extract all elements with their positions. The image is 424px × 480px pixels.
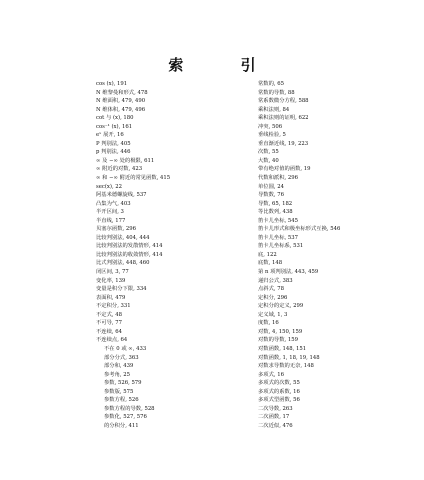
index-entry: 不在 0 或 ∞, 433 bbox=[104, 345, 147, 352]
index-entry: N 维体积, 479, 496 bbox=[96, 106, 146, 113]
index-entry: 代数和派积, 296 bbox=[258, 175, 298, 182]
index-entry: 笛卡儿坐标系, 531 bbox=[258, 243, 304, 250]
index-entry: 不连续, 64 bbox=[96, 328, 122, 335]
index-entry: 乘积法则, 84 bbox=[258, 106, 290, 113]
index-entry: 不定积分, 331 bbox=[96, 303, 131, 310]
index-entry: 第 n 项判别法, 443, 459 bbox=[258, 269, 319, 276]
index-entry: 多项式的次数, 55 bbox=[258, 380, 300, 387]
index-entry: P 判别法, 405 bbox=[96, 140, 131, 147]
index-entry: 递归公式, 383 bbox=[258, 277, 293, 284]
index-entry: 的分积分, 411 bbox=[104, 422, 139, 429]
index-entry: 笛卡儿坐标, 545 bbox=[258, 217, 298, 224]
index-entry: p 判别法, 446 bbox=[96, 149, 131, 156]
index-entry: 参数化, 527, 576 bbox=[104, 414, 147, 421]
index-entry: cos (x), 191 bbox=[96, 81, 128, 87]
index-entry: 底数, 148 bbox=[258, 260, 283, 267]
index-entry: 对数求导数的无奈, 148 bbox=[258, 363, 314, 370]
index-entry: 带有绝对值的函数, 19 bbox=[258, 166, 311, 173]
index-entry: 次数, 55 bbox=[258, 149, 279, 156]
index-entry: 多项式, 16 bbox=[258, 371, 284, 378]
index-entry: 笛卡儿坐标, 537 bbox=[258, 234, 298, 241]
index-entry: 点斜式, 78 bbox=[258, 286, 284, 293]
index-entry: 度数, 16 bbox=[258, 320, 279, 327]
index-entry: 比式判别法, 448, 460 bbox=[96, 260, 150, 267]
index-entry: 比较判别法的收敛情形, 414 bbox=[96, 251, 163, 258]
index-entry: N 维面积, 479, 490 bbox=[96, 98, 146, 105]
index-entry: cos⁻¹ (x), 161 bbox=[96, 123, 133, 130]
index-entry: 定积分, 296 bbox=[258, 294, 288, 301]
index-entry: 常系数微分方程, 588 bbox=[258, 98, 309, 105]
index-entry: 半开区间, 3 bbox=[96, 209, 124, 216]
index-entry: 表面积, 479 bbox=[96, 294, 126, 301]
index-entry: ∞ 和 −∞ 附近的常见函数, 415 bbox=[96, 175, 171, 182]
index-entry: 参数方程, 526 bbox=[104, 397, 139, 404]
index-entry: 变化率, 139 bbox=[96, 277, 126, 284]
index-entry: 不连续点, 64 bbox=[96, 337, 128, 344]
index-entry: 乘积法则的证明, 622 bbox=[258, 115, 309, 122]
index-entry: 参数, 526, 579 bbox=[104, 380, 142, 387]
index-entry: 二次函数, 17 bbox=[258, 414, 290, 421]
index-entry: 对数的导数, 159 bbox=[258, 337, 298, 344]
index-entry: 阿基米德螺旋线, 537 bbox=[96, 192, 147, 199]
index-entry: eˣ 展开, 16 bbox=[96, 132, 124, 139]
index-entry: 不定式, 48 bbox=[96, 311, 122, 318]
index-entry: 垂线检验, 5 bbox=[258, 132, 286, 139]
index-entry: 导数数, 76 bbox=[258, 192, 284, 199]
index-entry: 比较判别法的发散情形, 414 bbox=[96, 243, 163, 250]
page-title: 索 引 bbox=[168, 56, 282, 74]
index-entry: 二次近似, 476 bbox=[258, 422, 293, 429]
index-entry: 笛卡儿形式和极坐标形式互换, 546 bbox=[258, 226, 341, 233]
index-entry: 常数的, 65 bbox=[258, 81, 284, 87]
index-entry: 部分和, 439 bbox=[104, 363, 134, 370]
index-entry: 冲突, 506 bbox=[258, 123, 283, 130]
index-entry: 参考角, 25 bbox=[104, 371, 130, 378]
index-entry: 二次导数, 263 bbox=[258, 405, 293, 412]
index-column-right bbox=[258, 80, 388, 430]
index-entry: 变量是积分下限, 334 bbox=[96, 286, 147, 293]
index-entry: cot 与 (x), 180 bbox=[96, 115, 134, 122]
index-entry: 定义域, 1, 3 bbox=[258, 311, 288, 318]
index-entry: 不可导, 77 bbox=[96, 320, 122, 327]
index-entry: 底, 122 bbox=[258, 251, 277, 258]
index-entry: 比较判别法, 404, 444 bbox=[96, 234, 150, 241]
index-entry: 等比数列, 438 bbox=[258, 209, 293, 216]
index-entry: 参数版, 575 bbox=[104, 388, 134, 395]
index-entry: 单位圆, 24 bbox=[258, 183, 284, 190]
index-column-left bbox=[96, 80, 226, 430]
index-entry: 对数, 4, 150, 159 bbox=[258, 328, 303, 335]
index-entry: 半直线, 177 bbox=[96, 217, 126, 224]
index-entry: N 维黎曼和形式, 478 bbox=[96, 89, 148, 96]
index-entry: sec(x), 22 bbox=[96, 183, 123, 190]
index-entry: 垂直渐近线, 19, 223 bbox=[258, 140, 309, 147]
index-entry: 对数函数, 148, 151 bbox=[258, 345, 307, 352]
index-entry: ∞ 附近的对数, 423 bbox=[96, 166, 143, 173]
index-entry: 常数的导数, 88 bbox=[258, 89, 295, 96]
index-entry: 导数, 65, 182 bbox=[258, 200, 293, 207]
index-entry: 大数, 40 bbox=[258, 157, 279, 164]
index-entry: 对数函数, 1, 18, 19, 148 bbox=[258, 354, 320, 361]
index-entry: 闭区间, 3, 77 bbox=[96, 269, 129, 276]
index-entry: 多项式的系数, 16 bbox=[258, 388, 300, 395]
index-entry: 多项式型函数, 56 bbox=[258, 397, 300, 404]
index-entry: 部分分式, 363 bbox=[104, 354, 139, 361]
index-entry: ∞ 及 −∞ 处的极限, 611 bbox=[96, 157, 155, 164]
index-entry: 贝塞尔函数, 296 bbox=[96, 226, 136, 233]
index-entry: 凸集为气, 403 bbox=[96, 200, 131, 207]
index-entry: 参数方程的导数, 528 bbox=[104, 405, 155, 412]
index-entry: 定积分的定义, 299 bbox=[258, 303, 304, 310]
